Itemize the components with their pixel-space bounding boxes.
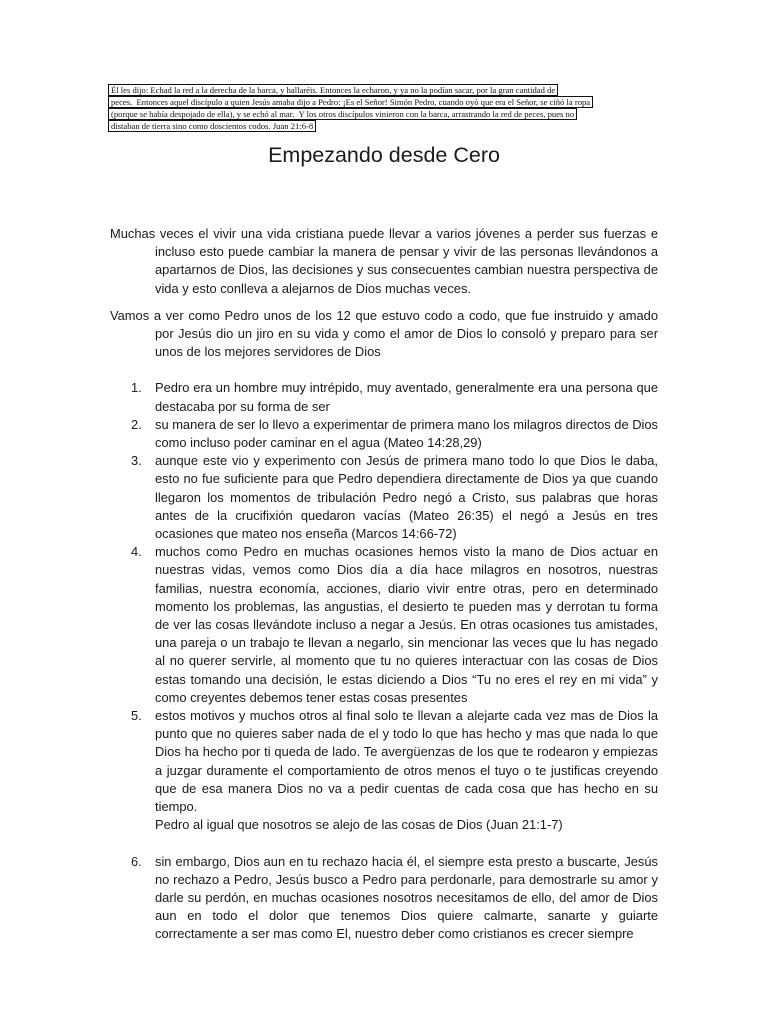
list-item-text: Pedro era un hombre muy intrépido, muy aventado, generalmente era una persona que destacaba por su forma de ser (155, 380, 658, 414)
document-body (110, 225, 658, 944)
list-item-note: Pedro al igual que nosotros se alejo de las cosas de Dios (Juan 21:1-7) (155, 817, 563, 833)
list-item-text: muchos como Pedro en muchas ocasiones hemos visto la mano de Dios actuar en nuestras vidas, vemos como Dios día a día hace milagros en nosotros, nuestras familias, nuestra economía, acciones, diario vivir entre otras, pero en determinado momento los problemas, las angustias, el desierto te pueden mas y derrotan tu forma de ver las cosas llevándote incluso a negar a Jesús. En otras ocasiones tus amistades, una pareja o un trabajo te llevan a negarlo, sin mencionar las veces que lu has negado al no querer servirle, al momento que tu no quieres interactuar con las cosas de Dios estas tomando una decisión, le estas diciendo a Dios “Tu no eres el rey en mi vida” y como creyentes debemos tener estas cosas presentes (155, 544, 658, 705)
list-item (110, 379, 658, 415)
list-item-text: aunque este vio y experimento con Jesús de primera mano todo lo que Dios le daba, esto no fue suficiente para que Pedro dependiera directamente de Dios ya que cuando llegaron los momentos de tribulación Pedro negó a Cristo, sus palabras que horas antes de la crucifixión quedaron vacías (Mateo 26:35) el negó a Jesús en tres ocasiones que mateo nos enseña (Marcos 14:66-72) (155, 453, 658, 542)
quote-line: Él les dijo: Echad la red a la derecha de la barca, y hallaréis. Entonces la echaron, y ya no la podían sacar, por la gran cantidad de (108, 84, 636, 96)
intro-paragraph: Vamos a ver como Pedro unos de los 12 que estuvo codo a codo, que fue instruido y amado por Jesús dio un jiro en su vida y como el amor de Dios lo consoló y preparo para ser unos de los mejores servidores de Dios (110, 307, 658, 360)
list-item (110, 543, 658, 707)
list-item (110, 853, 658, 944)
list-number: 3. (131, 453, 142, 469)
scripture-quote (108, 84, 636, 132)
quote-line: (porque se había despojado de ella), y se echó al mar. Y los otros discípulos vinieron con la barca, arrastrando la red de peces, pues no (108, 108, 636, 120)
list-item-text: su manera de ser lo llevo a experimentar de primera mano los milagros directos de Dios como incluso poder caminar en el agua (Mateo 14:28,29) (155, 416, 658, 451)
numbered-list (110, 379, 658, 943)
list-number: 6. (131, 853, 142, 869)
list-item (110, 416, 658, 452)
list-number: 5. (131, 708, 142, 724)
list-item-text: sin embargo, Dios aun en tu rechazo hacia él, el siempre esta presto a buscarte, Jesús no rechazo a Pedro, Jesús busco a Pedro para perdonarle, para demostrarle su amor y darle su perdón, en muchas ocasiones nosotros necesitamos de ello, del amor de Dios aun en todo el dolor que tenemos Dios quiere calmarte, sanarte y guiarte correctamente a ser mas como El, nuestro deber como cristianos es crecer siempre (155, 853, 658, 942)
quote-line: distaban de tierra sino como doscientos codos. Juan 21:6-8 (108, 120, 636, 132)
list-item (110, 452, 658, 543)
page-title: Empezando desde Cero (268, 143, 500, 167)
list-item (110, 707, 658, 834)
quote-line: peces. Entonces aquel discípulo a quien Jesús amaba dijo a Pedro: ¡Es el Señor! Simón Pedro, cuando oyó que era el Señor, se ciñó la ropa (108, 96, 636, 108)
intro-paragraph: Muchas veces el vivir una vida cristiana puede llevar a varios jóvenes a perder sus fuerzas e incluso esto puede cambiar la manera de pensar y vivir de las personas llevándonos a apartarnos de Dios, las decisiones y sus consecuentes cambian nuestra perspectiva de vida y esto conlleva a alejarnos de Dios muchas veces. (110, 226, 658, 296)
list-number: 1. (131, 380, 142, 396)
list-number: 2. (131, 416, 142, 432)
list-number: 4. (131, 544, 142, 560)
list-item-text: estos motivos y muchos otros al final solo te llevan a alejarte cada vez mas de Dios la punto que no quieres saber nada de el y todo lo que has hecho y mas que nada lo que Dios ha hecho por ti queda de lado. Te avergüenzas de los que te rodearon y empiezas a juzgar duramente el comportamiento de otros menos el tuyo o te justificas creyendo que de esa manera Dios no va a pedir cuentas de cada cosa que has hecho en su tiempo. (155, 708, 658, 815)
